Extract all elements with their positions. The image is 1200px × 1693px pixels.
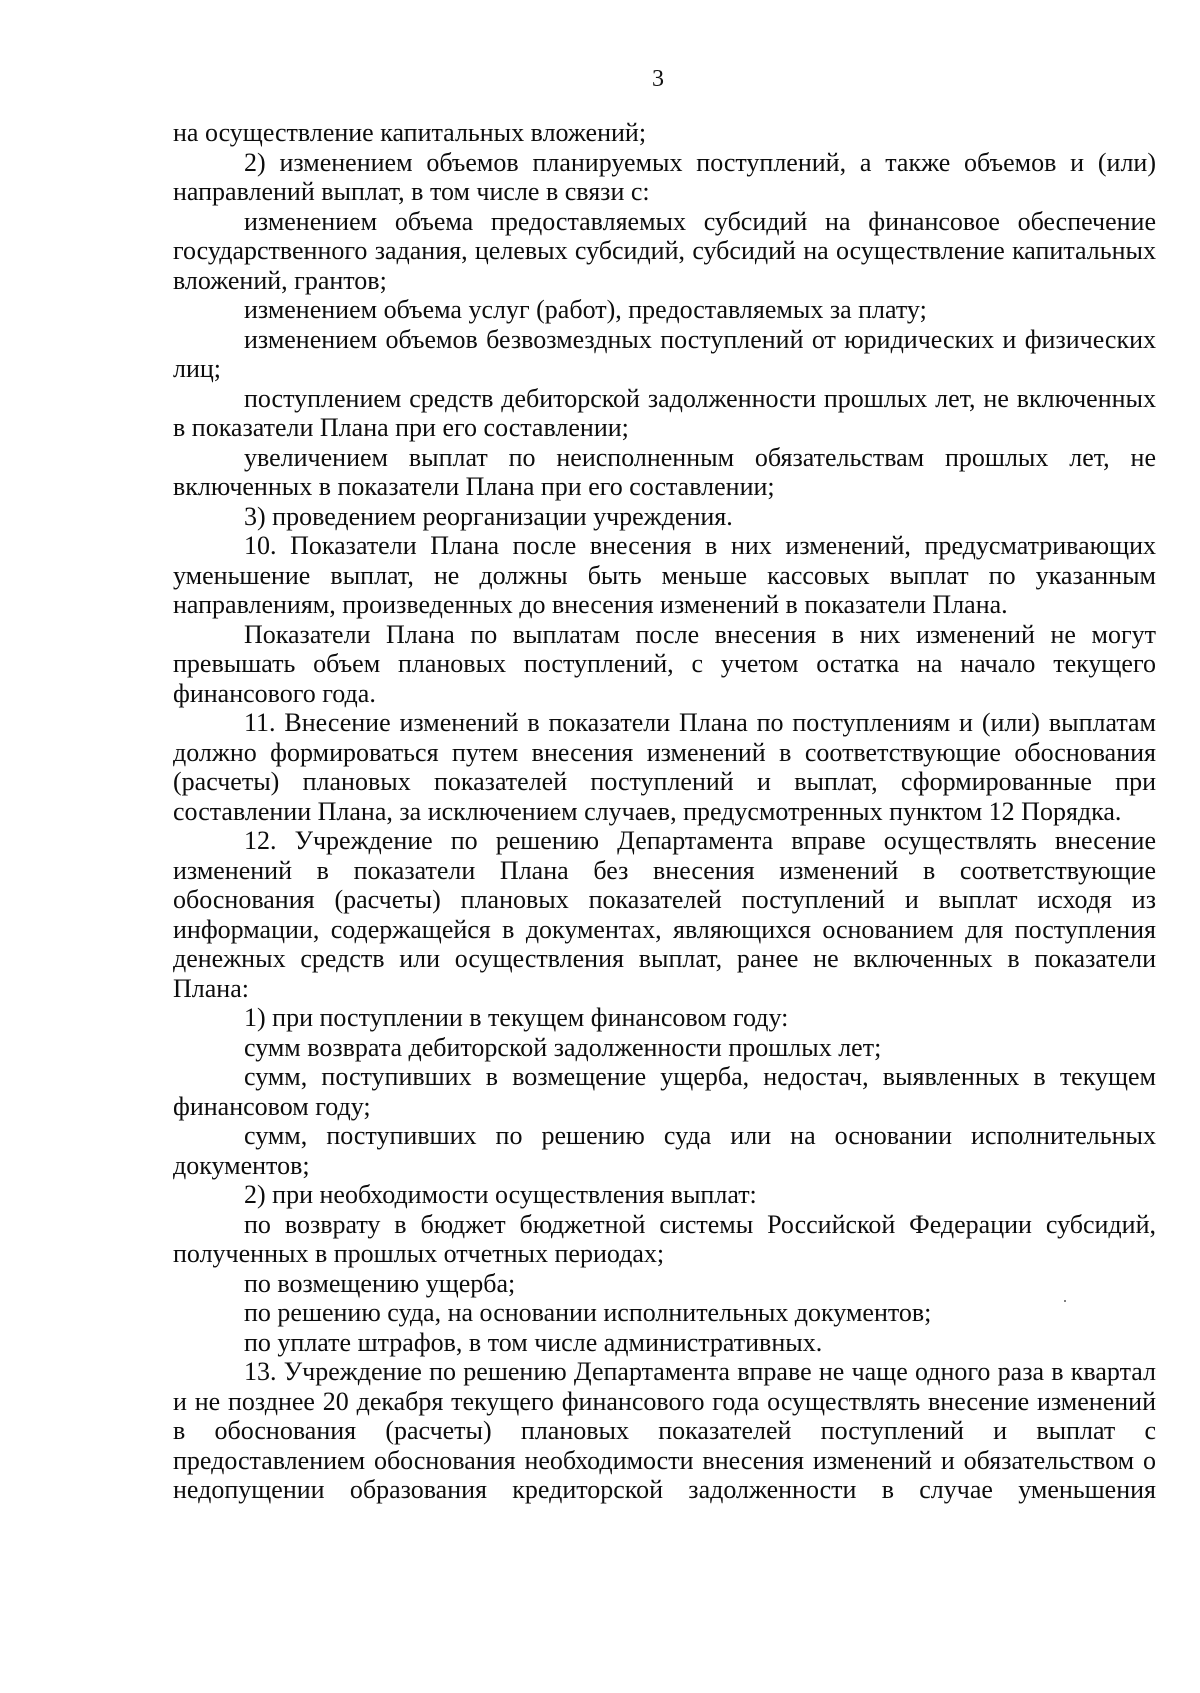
paragraph: 10. Показатели Плана после внесения в них изменений, предусматривающих уменьшение выплат, не должны быть меньше кассовых выплат по указанным направлениям, произведенных до внесения изменений в показатели Плана. bbox=[173, 531, 1156, 619]
document-body bbox=[173, 118, 1156, 1505]
paragraph: на осуществление капитальных вложений; bbox=[173, 118, 647, 147]
paragraph: сумм возврата дебиторской задолженности прошлых лет; bbox=[244, 1032, 882, 1062]
paragraph: по возмещению ущерба; bbox=[244, 1268, 516, 1298]
paragraph: 12. Учреждение по решению Департамента вправе осуществлять внесение изменений в показатели Плана без внесения изменений в соответствующие обоснования (расчеты) плановых показателей поступлений и выплат исходя из информации, содержащейся в документах, являющихся основанием для поступления денежных средств или осуществления выплат, ранее не включенных в показатели Плана: bbox=[173, 826, 1156, 1003]
paragraph: 13. Учреждение по решению Департамента вправе не чаще одного раза в квартал и не позднее 20 декабря текущего финансового года осуществлять внесение изменений в обоснования (расчеты) плановых показателей поступлений и выплат с предоставлением обоснования необходимости внесения изменений и обязательством о недопущении образования кредиторской задолженности в случае уменьшения bbox=[173, 1357, 1156, 1504]
paragraph: увеличением выплат по неисполненным обязательствам прошлых лет, не включенных в показатели Плана при его составлении; bbox=[173, 442, 1156, 501]
page-number: 3 bbox=[652, 66, 664, 92]
paragraph: поступлением средств дебиторской задолженности прошлых лет, не включенных в показатели Плана при его составлении; bbox=[173, 383, 1156, 442]
paragraph: сумм, поступивших в возмещение ущерба, недостач, выявленных в текущем финансовом году; bbox=[173, 1062, 1156, 1121]
paragraph: изменением объемов безвозмездных поступлений от юридических и физических лиц; bbox=[173, 324, 1156, 383]
paragraph: 2) изменением объемов планируемых поступлений, а также объемов и (или) направлений выплат, в том числе в связи с: bbox=[173, 147, 1156, 206]
paragraph: 3) проведением реорганизации учреждения. bbox=[244, 501, 733, 531]
paragraph: Показатели Плана по выплатам после внесения в них изменений не могут превышать объем плановых поступлений, с учетом остатка на начало текущего финансового года. bbox=[173, 619, 1156, 708]
paragraph: 2) при необходимости осуществления выплат: bbox=[244, 1180, 757, 1209]
paragraph: 11. Внесение изменений в показатели Плана по поступлениям и (или) выплатам должно формироваться путем внесения изменений в соответствующие обоснования (расчеты) плановых показателей поступлений и выплат, сформированные при составлении Плана, за исключением случаев, предусмотренных пунктом 12 Порядка. bbox=[173, 708, 1156, 826]
paragraph: сумм, поступивших по решению суда или на основании исполнительных документов; bbox=[173, 1121, 1156, 1180]
paragraph: 1) при поступлении в текущем финансовом году: bbox=[244, 1003, 789, 1032]
paragraph: по возврату в бюджет бюджетной системы Российской Федерации субсидий, полученных в прошлых отчетных периодах; bbox=[173, 1209, 1156, 1268]
paragraph: изменением объема предоставляемых субсидий на финансовое обеспечение государственного задания, целевых субсидий, субсидий на осуществление капитальных вложений, грантов; bbox=[173, 206, 1156, 295]
scan-speck bbox=[1064, 1300, 1066, 1302]
paragraph: изменением объема услуг (работ), предоставляемых за плату; bbox=[244, 295, 927, 324]
paragraph: по уплате штрафов, в том числе административных. bbox=[244, 1327, 823, 1357]
paragraph: по решению суда, на основании исполнительных документов; bbox=[244, 1298, 932, 1327]
